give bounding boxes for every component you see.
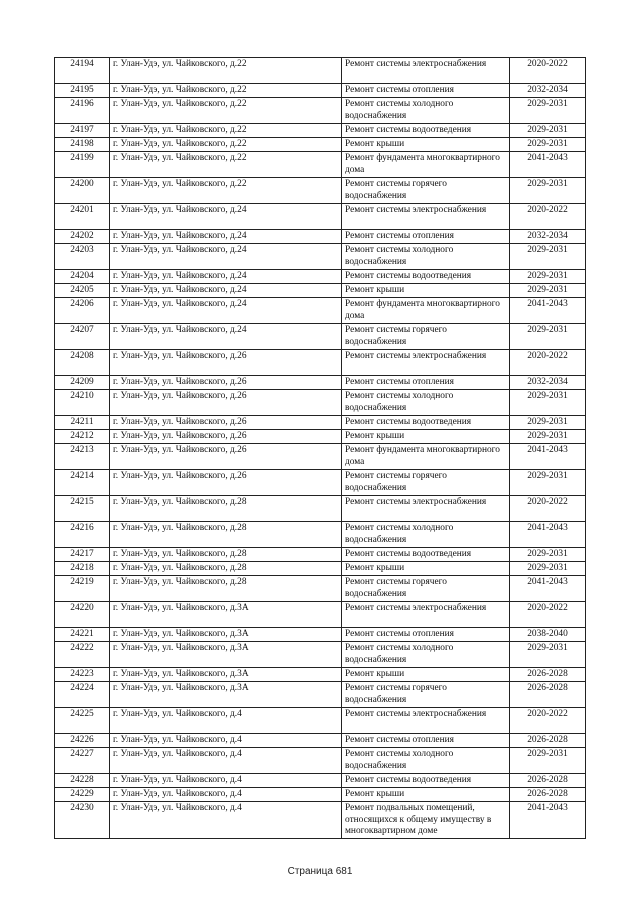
- row-id-cell: 24203: [55, 244, 110, 270]
- address-cell: г. Улан-Удэ, ул. Чайковского, д.4: [110, 708, 342, 734]
- address-cell: г. Улан-Удэ, ул. Чайковского, д.22: [110, 138, 342, 152]
- table-row: [55, 444, 586, 470]
- row-id-cell: 24224: [55, 682, 110, 708]
- work-type-cell: Ремонт системы горячего водоснабжения: [342, 682, 510, 708]
- row-id-cell: 24226: [55, 734, 110, 748]
- period-cell: 2029-2031: [510, 124, 586, 138]
- work-type-cell: Ремонт системы холодного водоснабжения: [342, 98, 510, 124]
- address-cell: г. Улан-Удэ, ул. Чайковского, д.22: [110, 178, 342, 204]
- row-id-cell: 24208: [55, 350, 110, 376]
- address-cell: г. Улан-Удэ, ул. Чайковского, д.26: [110, 444, 342, 470]
- address-cell: г. Улан-Удэ, ул. Чайковского, д.4: [110, 788, 342, 802]
- table-row: [55, 430, 586, 444]
- period-cell: 2029-2031: [510, 270, 586, 284]
- work-type-cell: Ремонт системы водоотведения: [342, 548, 510, 562]
- period-cell: 2029-2031: [510, 98, 586, 124]
- address-cell: г. Улан-Удэ, ул. Чайковского, д.24: [110, 284, 342, 298]
- address-cell: г. Улан-Удэ, ул. Чайковского, д.28: [110, 562, 342, 576]
- table-row: [55, 324, 586, 350]
- row-id-cell: 24211: [55, 416, 110, 430]
- row-id-cell: 24216: [55, 522, 110, 548]
- work-type-cell: Ремонт системы холодного водоснабжения: [342, 390, 510, 416]
- row-id-cell: 24201: [55, 204, 110, 230]
- work-type-cell: Ремонт системы отопления: [342, 230, 510, 244]
- work-type-cell: Ремонт системы водоотведения: [342, 416, 510, 430]
- period-cell: 2041-2043: [510, 152, 586, 178]
- work-type-cell: Ремонт крыши: [342, 284, 510, 298]
- address-cell: г. Улан-Удэ, ул. Чайковского, д.24: [110, 270, 342, 284]
- period-cell: 2029-2031: [510, 178, 586, 204]
- period-cell: 2029-2031: [510, 548, 586, 562]
- address-cell: г. Улан-Удэ, ул. Чайковского, д.22: [110, 58, 342, 84]
- work-type-cell: Ремонт системы водоотведения: [342, 124, 510, 138]
- period-cell: 2029-2031: [510, 642, 586, 668]
- period-cell: 2026-2028: [510, 682, 586, 708]
- address-cell: г. Улан-Удэ, ул. Чайковского, д.3А: [110, 668, 342, 682]
- table-row: [55, 376, 586, 390]
- table-row: [55, 298, 586, 324]
- page-number: Страница 681: [287, 866, 353, 877]
- address-cell: г. Улан-Удэ, ул. Чайковского, д.24: [110, 298, 342, 324]
- work-type-cell: Ремонт системы горячего водоснабжения: [342, 470, 510, 496]
- work-type-cell: Ремонт системы горячего водоснабжения: [342, 576, 510, 602]
- work-type-cell: Ремонт крыши: [342, 562, 510, 576]
- work-type-cell: Ремонт системы отопления: [342, 734, 510, 748]
- address-cell: г. Улан-Удэ, ул. Чайковского, д.4: [110, 774, 342, 788]
- period-cell: 2029-2031: [510, 562, 586, 576]
- period-cell: 2041-2043: [510, 576, 586, 602]
- table-row: [55, 628, 586, 642]
- period-cell: 2026-2028: [510, 774, 586, 788]
- table-row: [55, 58, 586, 84]
- table-row: [55, 642, 586, 668]
- address-cell: г. Улан-Удэ, ул. Чайковского, д.26: [110, 376, 342, 390]
- table-row: [55, 138, 586, 152]
- table-row: [55, 548, 586, 562]
- work-type-cell: Ремонт системы водоотведения: [342, 774, 510, 788]
- period-cell: 2038-2040: [510, 628, 586, 642]
- table-row: [55, 178, 586, 204]
- address-cell: г. Улан-Удэ, ул. Чайковского, д.28: [110, 496, 342, 522]
- address-cell: г. Улан-Удэ, ул. Чайковского, д.4: [110, 748, 342, 774]
- table-row: [55, 748, 586, 774]
- work-type-cell: Ремонт системы электроснабжения: [342, 350, 510, 376]
- address-cell: г. Улан-Удэ, ул. Чайковского, д.28: [110, 576, 342, 602]
- address-cell: г. Улан-Удэ, ул. Чайковского, д.24: [110, 204, 342, 230]
- table-row: [55, 152, 586, 178]
- period-cell: 2029-2031: [510, 748, 586, 774]
- address-cell: г. Улан-Удэ, ул. Чайковского, д.24: [110, 244, 342, 270]
- address-cell: г. Улан-Удэ, ул. Чайковского, д.3А: [110, 628, 342, 642]
- row-id-cell: 24223: [55, 668, 110, 682]
- period-cell: 2020-2022: [510, 350, 586, 376]
- address-cell: г. Улан-Удэ, ул. Чайковского, д.26: [110, 430, 342, 444]
- table-row: [55, 708, 586, 734]
- period-cell: 2029-2031: [510, 138, 586, 152]
- work-type-cell: Ремонт системы холодного водоснабжения: [342, 244, 510, 270]
- row-id-cell: 24212: [55, 430, 110, 444]
- work-type-cell: Ремонт системы электроснабжения: [342, 496, 510, 522]
- address-cell: г. Улан-Удэ, ул. Чайковского, д.24: [110, 324, 342, 350]
- table-row: [55, 350, 586, 376]
- work-type-cell: Ремонт фундамента многоквартирного дома: [342, 298, 510, 324]
- period-cell: 2026-2028: [510, 788, 586, 802]
- work-type-cell: Ремонт фундамента многоквартирного дома: [342, 444, 510, 470]
- work-type-cell: Ремонт фундамента многоквартирного дома: [342, 152, 510, 178]
- work-type-cell: Ремонт системы отопления: [342, 628, 510, 642]
- period-cell: 2020-2022: [510, 708, 586, 734]
- table-row: [55, 98, 586, 124]
- work-type-cell: Ремонт системы водоотведения: [342, 270, 510, 284]
- work-type-cell: Ремонт системы электроснабжения: [342, 58, 510, 84]
- period-cell: 2032-2034: [510, 376, 586, 390]
- table-row: [55, 270, 586, 284]
- row-id-cell: 24194: [55, 58, 110, 84]
- address-cell: г. Улан-Удэ, ул. Чайковского, д.4: [110, 802, 342, 839]
- period-cell: 2020-2022: [510, 204, 586, 230]
- row-id-cell: 24227: [55, 748, 110, 774]
- table-row: [55, 734, 586, 748]
- table-row: [55, 562, 586, 576]
- table-body: [55, 58, 586, 839]
- address-cell: г. Улан-Удэ, ул. Чайковского, д.26: [110, 470, 342, 496]
- work-type-cell: Ремонт системы электроснабжения: [342, 602, 510, 628]
- table-row: [55, 682, 586, 708]
- row-id-cell: 24209: [55, 376, 110, 390]
- period-cell: 2041-2043: [510, 298, 586, 324]
- period-cell: 2029-2031: [510, 470, 586, 496]
- row-id-cell: 24200: [55, 178, 110, 204]
- period-cell: 2020-2022: [510, 58, 586, 84]
- period-cell: 2026-2028: [510, 734, 586, 748]
- period-cell: 2032-2034: [510, 84, 586, 98]
- table-row: [55, 774, 586, 788]
- row-id-cell: 24215: [55, 496, 110, 522]
- table-row: [55, 788, 586, 802]
- table-row: [55, 496, 586, 522]
- row-id-cell: 24217: [55, 548, 110, 562]
- address-cell: г. Улан-Удэ, ул. Чайковского, д.28: [110, 522, 342, 548]
- address-cell: г. Улан-Удэ, ул. Чайковского, д.4: [110, 734, 342, 748]
- period-cell: 2029-2031: [510, 416, 586, 430]
- row-id-cell: 24225: [55, 708, 110, 734]
- table-row: [55, 84, 586, 98]
- period-cell: 2029-2031: [510, 430, 586, 444]
- row-id-cell: 24206: [55, 298, 110, 324]
- row-id-cell: 24228: [55, 774, 110, 788]
- table-row: [55, 230, 586, 244]
- address-cell: г. Улан-Удэ, ул. Чайковского, д.28: [110, 548, 342, 562]
- table-row: [55, 802, 586, 839]
- table-row: [55, 416, 586, 430]
- row-id-cell: 24210: [55, 390, 110, 416]
- address-cell: г. Улан-Удэ, ул. Чайковского, д.22: [110, 152, 342, 178]
- address-cell: г. Улан-Удэ, ул. Чайковского, д.22: [110, 98, 342, 124]
- row-id-cell: 24195: [55, 84, 110, 98]
- work-type-cell: Ремонт системы горячего водоснабжения: [342, 178, 510, 204]
- row-id-cell: 24196: [55, 98, 110, 124]
- work-type-cell: Ремонт системы холодного водоснабжения: [342, 642, 510, 668]
- row-id-cell: 24222: [55, 642, 110, 668]
- row-id-cell: 24220: [55, 602, 110, 628]
- period-cell: 2020-2022: [510, 602, 586, 628]
- row-id-cell: 24202: [55, 230, 110, 244]
- work-type-cell: Ремонт системы холодного водоснабжения: [342, 522, 510, 548]
- period-cell: 2041-2043: [510, 802, 586, 839]
- period-cell: 2029-2031: [510, 284, 586, 298]
- address-cell: г. Улан-Удэ, ул. Чайковского, д.22: [110, 84, 342, 98]
- row-id-cell: 24205: [55, 284, 110, 298]
- row-id-cell: 24213: [55, 444, 110, 470]
- address-cell: г. Улан-Удэ, ул. Чайковского, д.3А: [110, 642, 342, 668]
- period-cell: 2029-2031: [510, 244, 586, 270]
- address-cell: г. Улан-Удэ, ул. Чайковского, д.3А: [110, 682, 342, 708]
- row-id-cell: 24230: [55, 802, 110, 839]
- address-cell: г. Улан-Удэ, ул. Чайковского, д.22: [110, 124, 342, 138]
- row-id-cell: 24219: [55, 576, 110, 602]
- period-cell: 2041-2043: [510, 522, 586, 548]
- repair-schedule-table: [54, 57, 586, 839]
- row-id-cell: 24218: [55, 562, 110, 576]
- row-id-cell: 24197: [55, 124, 110, 138]
- work-type-cell: Ремонт подвальных помещений, относящихся к общему имуществу в многоквартирном доме: [342, 802, 510, 839]
- work-type-cell: Ремонт системы горячего водоснабжения: [342, 324, 510, 350]
- work-type-cell: Ремонт крыши: [342, 430, 510, 444]
- table-row: [55, 470, 586, 496]
- work-type-cell: Ремонт системы отопления: [342, 84, 510, 98]
- row-id-cell: 24199: [55, 152, 110, 178]
- period-cell: 2041-2043: [510, 444, 586, 470]
- work-type-cell: Ремонт системы электроснабжения: [342, 708, 510, 734]
- row-id-cell: 24214: [55, 470, 110, 496]
- period-cell: 2029-2031: [510, 390, 586, 416]
- table-row: [55, 124, 586, 138]
- table-row: [55, 204, 586, 230]
- address-cell: г. Улан-Удэ, ул. Чайковского, д.24: [110, 230, 342, 244]
- address-cell: г. Улан-Удэ, ул. Чайковского, д.26: [110, 416, 342, 430]
- work-type-cell: Ремонт системы холодного водоснабжения: [342, 748, 510, 774]
- period-cell: 2026-2028: [510, 668, 586, 682]
- work-type-cell: Ремонт крыши: [342, 788, 510, 802]
- period-cell: 2032-2034: [510, 230, 586, 244]
- address-cell: г. Улан-Удэ, ул. Чайковского, д.26: [110, 390, 342, 416]
- row-id-cell: 24229: [55, 788, 110, 802]
- period-cell: 2020-2022: [510, 496, 586, 522]
- row-id-cell: 24198: [55, 138, 110, 152]
- table-row: [55, 522, 586, 548]
- table-row: [55, 284, 586, 298]
- table-row: [55, 390, 586, 416]
- table-row: [55, 244, 586, 270]
- table-row: [55, 602, 586, 628]
- row-id-cell: 24221: [55, 628, 110, 642]
- row-id-cell: 24207: [55, 324, 110, 350]
- row-id-cell: 24204: [55, 270, 110, 284]
- work-type-cell: Ремонт крыши: [342, 138, 510, 152]
- table-row: [55, 668, 586, 682]
- work-type-cell: Ремонт системы отопления: [342, 376, 510, 390]
- work-type-cell: Ремонт крыши: [342, 668, 510, 682]
- period-cell: 2029-2031: [510, 324, 586, 350]
- table-row: [55, 576, 586, 602]
- work-type-cell: Ремонт системы электроснабжения: [342, 204, 510, 230]
- address-cell: г. Улан-Удэ, ул. Чайковского, д.26: [110, 350, 342, 376]
- address-cell: г. Улан-Удэ, ул. Чайковского, д.3А: [110, 602, 342, 628]
